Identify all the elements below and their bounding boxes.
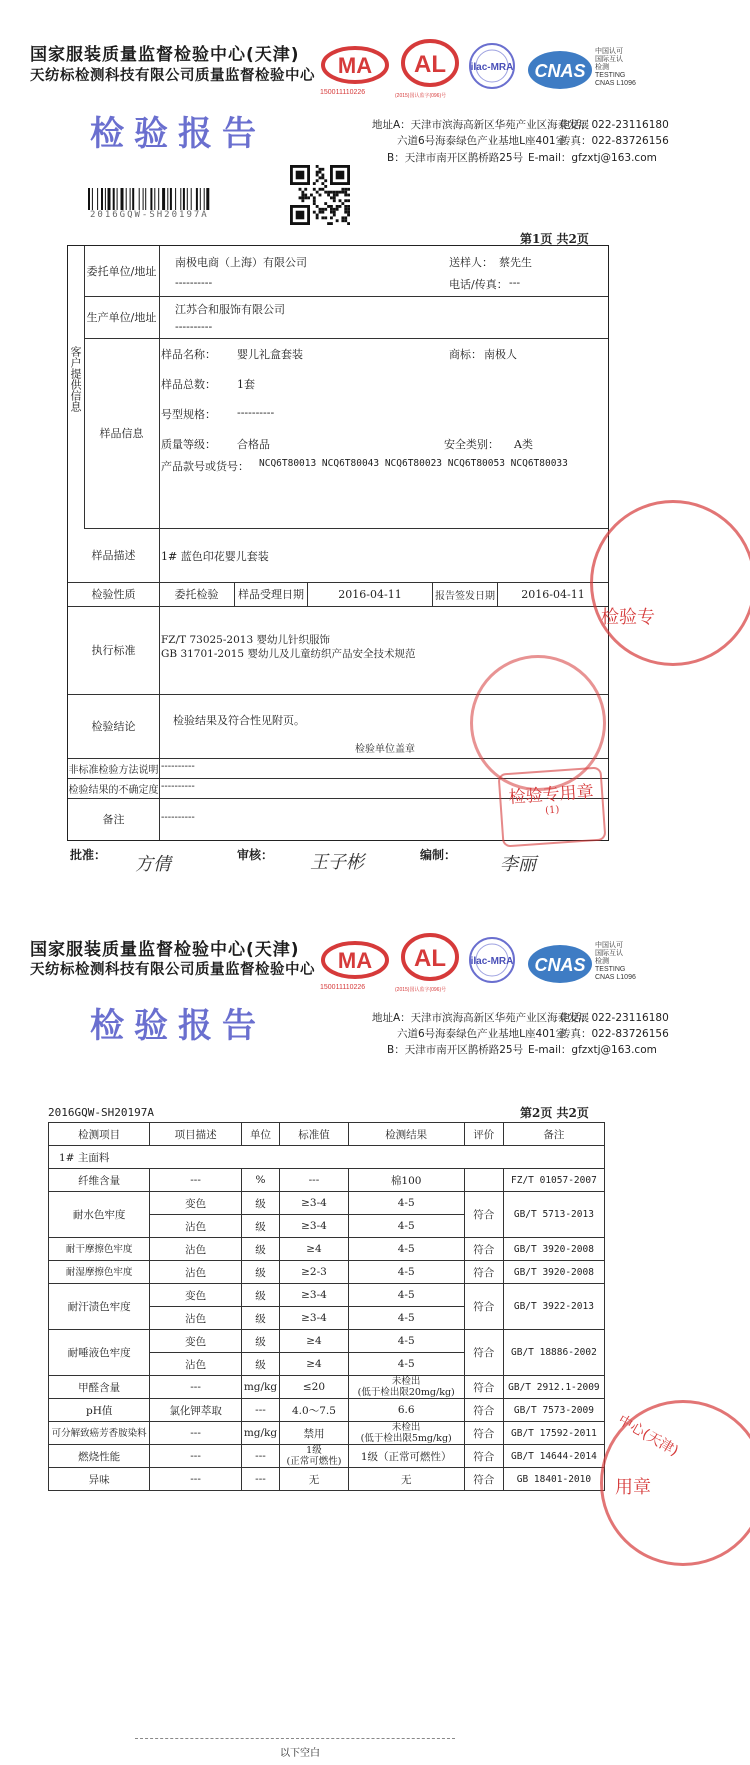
report-no: 2016GQW-SH20197A (48, 1106, 154, 1119)
cell-remark: GB/T 14644-2014 (503, 1445, 604, 1468)
cma-logo-icon-2: MA 150011110226 (320, 940, 390, 990)
cma-code: 150011110226 (320, 89, 366, 96)
cell-remark: GB/T 3920-2008 (503, 1238, 604, 1261)
side-label: 客户提供信息 (69, 346, 82, 412)
section-row (49, 1146, 605, 1169)
cell-unit: % (241, 1169, 279, 1192)
cell-std: ≥4 (280, 1238, 349, 1261)
brand-value: 南极人 (484, 348, 517, 361)
cell-unit: 级 (241, 1353, 279, 1376)
col-header: 检测项目 (49, 1123, 150, 1146)
grade-value: 合格品 (237, 438, 270, 451)
cell-std: ≥4 (280, 1330, 349, 1353)
cell-desc: --- (150, 1169, 241, 1192)
cell-eval: 符合 (464, 1468, 503, 1491)
cell-std: 4.0～7.5 (280, 1399, 349, 1422)
tel: 电话：022-23116180 (560, 119, 669, 131)
tel-p2: 电话：022-23116180 (560, 1012, 669, 1024)
svg-text:MA: MA (337, 53, 373, 78)
table-row (49, 1330, 605, 1353)
desc-label: 样品描述 (68, 528, 160, 583)
page2-stamp-text: 中心(天津) (614, 1412, 681, 1460)
cell-desc: --- (150, 1468, 241, 1491)
table-row (49, 1192, 605, 1215)
brand-label: 商标： (449, 348, 482, 361)
address-a2: 六道6号海泰绿色产业基地L座401室 (397, 135, 567, 147)
results-table (48, 1122, 605, 1491)
product-no-value: NCQ6T80013 NCQ6T80043 NCQ6T80023 NCQ6T80053 NCQ6T80033 (259, 458, 568, 469)
issue-date: 2016-04-11 (498, 582, 608, 607)
receive-date-label: 样品受理日期 (235, 582, 308, 607)
cell-desc: 沾色 (150, 1307, 241, 1330)
company-name-2: 天纺标检测科技有限公司质量监督检验中心 (30, 962, 315, 978)
cell-unit: mg/kg (241, 1376, 279, 1399)
svg-text:ilac-MRA: ilac-MRA (470, 956, 514, 967)
nonstd-label: 非标准检验方法说明 (68, 758, 160, 779)
col-header: 评价 (464, 1123, 503, 1146)
model-value: ---------- (237, 406, 275, 419)
cell-remark: GB/T 18886-2002 (503, 1330, 604, 1376)
nonstd-value: ---------- (161, 761, 195, 772)
cell-desc: --- (150, 1376, 241, 1399)
cell-desc: 沾色 (150, 1238, 241, 1261)
receive-date: 2016-04-11 (308, 582, 433, 607)
cell-remark: GB/T 2912.1-2009 (503, 1376, 604, 1399)
cell-remark: GB/T 3920-2008 (503, 1261, 604, 1284)
col-header: 检测结果 (348, 1123, 464, 1146)
cell-result: 4-5 (348, 1192, 464, 1215)
email: E-mail：gfzxtj@163.com (528, 152, 657, 164)
svg-text:AL: AL (414, 945, 446, 972)
product-no-label: 产品款号或货号： (161, 460, 249, 473)
producer-cell (159, 296, 608, 339)
cell-desc: 变色 (150, 1284, 241, 1307)
cell-result: 无 (348, 1468, 464, 1491)
center-name: 国家服装质量监督检验中心(天津) (30, 45, 300, 65)
cell-unit: mg/kg (241, 1422, 279, 1445)
cell-item: 耐水色牢度 (49, 1192, 150, 1238)
cnas-logo-icon (525, 48, 595, 92)
issue-date-label: 报告签发日期 (433, 582, 498, 607)
cell-std: ≥4 (280, 1353, 349, 1376)
table-row (49, 1445, 605, 1468)
cell-result: 棉100 (348, 1169, 464, 1192)
table-row (49, 1169, 605, 1192)
cell-unit: --- (241, 1445, 279, 1468)
cell-eval: 符合 (464, 1330, 503, 1376)
page-info-2: 第2页 共2页 (520, 1106, 589, 1120)
cell-unit: --- (241, 1468, 279, 1491)
address-a: 地址A：天津市滨海高新区华苑产业区海泰发展 (372, 119, 590, 131)
special-seal-stamp (498, 766, 607, 847)
desc-value: 1# 蓝色印花婴儿套装 (161, 550, 269, 563)
cell-result: 4-5 (348, 1261, 464, 1284)
model-label: 号型规格： (161, 408, 216, 421)
review-signature: 王子彬 (310, 852, 364, 873)
sender-value: 蔡先生 (499, 256, 532, 269)
cell-eval: 符合 (464, 1284, 503, 1330)
cell-result: 4-5 (348, 1238, 464, 1261)
phone-value: --- (509, 276, 521, 289)
cell-eval: 符合 (464, 1445, 503, 1468)
page2-stamp-text2: 用章 (615, 1477, 651, 1498)
address-a2-p2: 六道6号海泰绿色产业基地L座401室 (397, 1028, 567, 1040)
table-row (49, 1261, 605, 1284)
client-addr: ---------- (175, 276, 213, 289)
grade-label: 质量等级： (161, 438, 216, 451)
cell-desc: 氯化钾萃取 (150, 1399, 241, 1422)
page-info-1: 第1页 共2页 (520, 232, 589, 246)
producer-addr: ---------- (175, 320, 213, 333)
standard-1: FZ/T 73025-2013 婴幼儿针织服饰 (161, 634, 330, 646)
cell-desc: --- (150, 1445, 241, 1468)
cell-remark: GB/T 17592-2011 (503, 1422, 604, 1445)
ilac-mra-logo-icon-2 (462, 936, 522, 986)
cell-result: 4-5 (348, 1353, 464, 1376)
cell-std: ≥3-4 (280, 1215, 349, 1238)
edge-stamp-text: 检验专 (601, 607, 655, 628)
sample-info-label: 样品信息 (84, 338, 160, 529)
cell-desc: 变色 (150, 1330, 241, 1353)
standard-label: 执行标准 (68, 606, 160, 695)
producer-label: 生产单位/地址 (84, 296, 160, 339)
seal-label: 检验单位盖章 (355, 744, 415, 755)
table-row (49, 1238, 605, 1261)
cnas-text-2: 中国认可 国际互认 检测 TESTING CNAS L1096 (595, 942, 636, 981)
cell-std: 1级 (正常可燃性) (280, 1445, 349, 1468)
results-header-row (49, 1123, 605, 1146)
center-name-2: 国家服装质量监督检验中心(天津) (30, 940, 300, 960)
cell-result: 4-5 (348, 1330, 464, 1353)
address-a-p2: 地址A：天津市滨海高新区华苑产业区海泰发展 (372, 1012, 590, 1024)
sample-info-cell (159, 338, 608, 529)
uncert-label: 检验结果的不确定度 (68, 778, 160, 799)
cell-eval: 符合 (464, 1422, 503, 1445)
cell-remark: GB/T 7573-2009 (503, 1399, 604, 1422)
safety-label: 安全类别： (444, 438, 499, 451)
cell-unit: 级 (241, 1192, 279, 1215)
table-row (49, 1399, 605, 1422)
cal-logo-icon (395, 38, 465, 100)
cell-std: ≤20 (280, 1376, 349, 1399)
cell-result: 未检出 (低于检出限20mg/kg) (348, 1376, 464, 1399)
barcode (88, 188, 268, 210)
sample-name: 婴儿礼盒套装 (237, 348, 303, 361)
cnas-text: 中国认可 国际互认 检测 TESTING CNAS L1096 (595, 48, 636, 87)
safety-value: A类 (514, 438, 533, 451)
footer-note: 以下空白 (280, 1748, 320, 1759)
stamp-text: 检验专用章 (508, 782, 595, 808)
cell-item: 可分解致癌芳香胺染料 (49, 1422, 150, 1445)
approve-label: 批准： (70, 848, 107, 862)
cal-logo-icon-2: AL (2015)国认监字(096)号 (395, 932, 465, 994)
cell-std: --- (280, 1169, 349, 1192)
cell-item: 耐唾液色牢度 (49, 1330, 150, 1376)
ilac-mra-logo-icon (462, 42, 522, 92)
cell-remark: FZ/T 01057-2007 (503, 1169, 604, 1192)
address-b: B：天津市南开区鹊桥路25号 (387, 152, 524, 164)
cell-eval (464, 1169, 503, 1192)
cal-note: (2015)国认监字(096)号 (395, 93, 447, 99)
client-label: 委托单位/地址 (84, 246, 160, 297)
cell-eval: 符合 (464, 1261, 503, 1284)
cell-std: ≥3-4 (280, 1307, 349, 1330)
cell-result: 未检出 (低于检出限5mg/kg) (348, 1422, 464, 1445)
review-label: 审核： (237, 848, 274, 862)
cell-remark: GB/T 5713-2013 (503, 1192, 604, 1238)
section-label: 1# 主面料 (49, 1146, 605, 1169)
cell-desc: 变色 (150, 1192, 241, 1215)
side-label-cell (68, 246, 85, 528)
cell-std: 禁用 (280, 1422, 349, 1445)
cell-unit: 级 (241, 1215, 279, 1238)
cell-eval: 符合 (464, 1399, 503, 1422)
cell-remark: GB 18401-2010 (503, 1468, 604, 1491)
nature-label: 检验性质 (68, 582, 160, 607)
barcode-text: 2016GQW-SH20197A (90, 210, 209, 220)
address-b-p2: B：天津市南开区鹊桥路25号 (387, 1044, 524, 1056)
cell-item: 异味 (49, 1468, 150, 1491)
edge-stamp (590, 500, 750, 666)
table-row (49, 1284, 605, 1307)
fax-p2: 传真：022-83726156 (560, 1028, 669, 1040)
remark-label: 备注 (68, 798, 160, 840)
col-header: 项目描述 (150, 1123, 241, 1146)
email-p2: E-mail：gfzxtj@163.com (528, 1044, 657, 1056)
col-header: 单位 (241, 1123, 279, 1146)
table-row (49, 1422, 605, 1445)
cnas-logo-icon-2 (525, 942, 595, 986)
svg-text:MA: MA (337, 948, 373, 973)
sender-label: 送样人： (449, 256, 493, 269)
compile-label: 编制： (420, 848, 457, 862)
cell-result: 6.6 (348, 1399, 464, 1422)
cell-item: 甲醛含量 (49, 1376, 150, 1399)
cma-logo-icon (320, 45, 390, 95)
cell-unit: 级 (241, 1238, 279, 1261)
cell-item: 耐汗渍色牢度 (49, 1284, 150, 1330)
cell-item: 耐干摩擦色牢度 (49, 1238, 150, 1261)
producer-name: 江苏合和服饰有限公司 (175, 303, 285, 316)
page2-edge-stamp (600, 1400, 750, 1566)
cell-remark: GB/T 3922-2013 (503, 1284, 604, 1330)
report-title-2: 检验报告 (90, 1006, 266, 1046)
cell-item: 燃烧性能 (49, 1445, 150, 1468)
col-header: 备注 (503, 1123, 604, 1146)
svg-text:ilac-MRA: ilac-MRA (470, 62, 514, 73)
cell-std: 无 (280, 1468, 349, 1491)
cell-eval: 符合 (464, 1238, 503, 1261)
table-row (49, 1468, 605, 1491)
standard-2: GB 31701-2015 婴幼儿及儿童纺织产品安全技术规范 (161, 648, 416, 660)
sample-total: 1套 (237, 378, 255, 391)
cell-result: 4-5 (348, 1284, 464, 1307)
phone-label: 电话/传真： (449, 278, 508, 291)
col-header: 标准值 (280, 1123, 349, 1146)
cell-eval: 符合 (464, 1192, 503, 1238)
report-title: 检验报告 (90, 114, 266, 154)
table-row (49, 1376, 605, 1399)
cell-unit: 级 (241, 1261, 279, 1284)
cell-item: 耐湿摩擦色牢度 (49, 1261, 150, 1284)
cell-result: 4-5 (348, 1215, 464, 1238)
remark-value: ---------- (161, 812, 195, 823)
cell-item: pH值 (49, 1399, 150, 1422)
cell-unit: 级 (241, 1330, 279, 1353)
cell-std: ≥3-4 (280, 1284, 349, 1307)
desc-cell (159, 528, 608, 583)
compile-signature: 李丽 (500, 854, 536, 875)
cell-desc: 沾色 (150, 1261, 241, 1284)
approve-signature: 方倩 (135, 854, 171, 875)
cell-unit: 级 (241, 1284, 279, 1307)
sample-name-label: 样品名称： (161, 348, 216, 361)
cell-desc: 沾色 (150, 1353, 241, 1376)
cell-desc: --- (150, 1422, 241, 1445)
client-name: 南极电商（上海）有限公司 (175, 256, 307, 269)
cell-desc: 沾色 (150, 1215, 241, 1238)
svg-text:CNAS: CNAS (534, 61, 586, 81)
cell-unit: --- (241, 1399, 279, 1422)
cell-unit: 级 (241, 1307, 279, 1330)
conclusion-label: 检验结论 (68, 694, 160, 759)
conclusion-value: 检验结果及符合性见附页。 (173, 714, 305, 727)
client-cell (159, 246, 608, 297)
nature-value: 委托检验 (159, 582, 235, 607)
uncert-value: ---------- (161, 781, 195, 792)
company-name: 天纺标检测科技有限公司质量监督检验中心 (30, 68, 315, 84)
svg-text:AL: AL (414, 51, 446, 78)
cell-item: 纤维含量 (49, 1169, 150, 1192)
cell-result: 1级（正常可燃性） (348, 1445, 464, 1468)
cell-result: 4-5 (348, 1307, 464, 1330)
cell-std: ≥3-4 (280, 1192, 349, 1215)
svg-text:CNAS: CNAS (534, 955, 586, 975)
cell-std: ≥2-3 (280, 1261, 349, 1284)
stamp-num: (1) (544, 804, 560, 817)
sample-total-label: 样品总数： (161, 378, 216, 391)
qr-code (290, 165, 350, 225)
cell-eval: 符合 (464, 1376, 503, 1399)
fax: 传真：022-83726156 (560, 135, 669, 147)
footer-divider (135, 1738, 455, 1739)
